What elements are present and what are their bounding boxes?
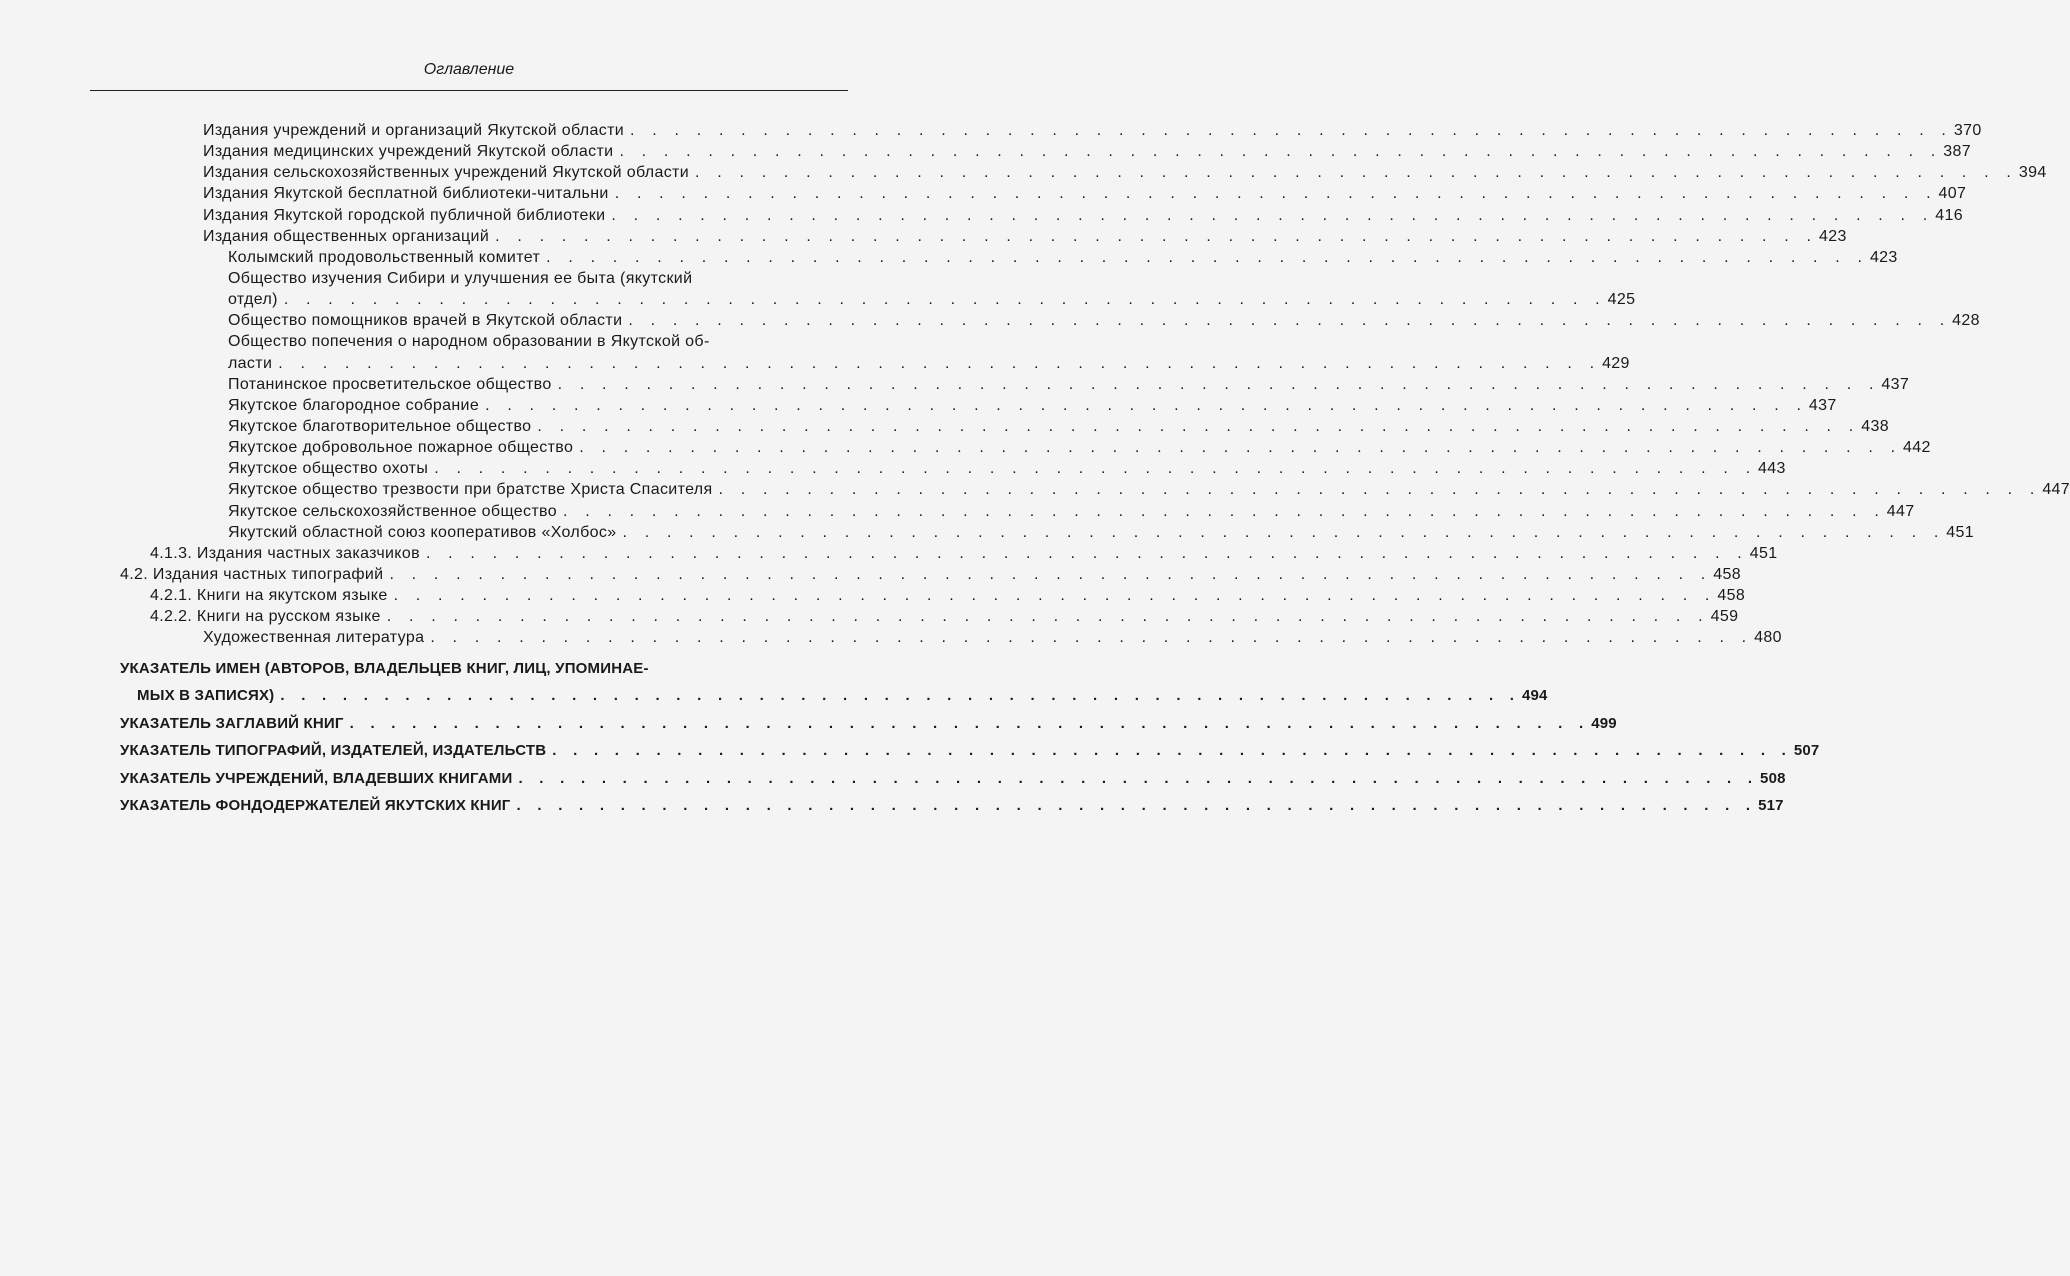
dot-leader: . . . . . . . . . . . . . . . . . . . . . . . . . . . . . . . . . . . . . . . . . . . . . . . . . . . . . . . . . . . . — [495, 227, 1811, 245]
toc-line — [0, 543, 1778, 564]
entry-title: Издания Якутской бесплатной библиотеки-читальни — [203, 185, 609, 203]
toc-line — [0, 585, 1746, 606]
toc-line — [0, 183, 1967, 204]
page-number: 458 — [1713, 565, 1741, 583]
index-entry[interactable] — [0, 655, 1548, 710]
toc-line — [0, 226, 1847, 247]
toc-entry[interactable] — [0, 162, 2047, 183]
toc-line — [0, 479, 2070, 500]
toc-entry[interactable] — [0, 395, 1837, 416]
toc-entry[interactable] — [0, 205, 1963, 226]
page-number: 425 — [1607, 291, 1636, 309]
dot-leader: . . . . . . . . . . . . . . . . . . . . . . . . . . . . . . . . . . . . . . . . . . . . . . . . . . . . . . . . . . . . — [562, 502, 1879, 520]
toc-entry[interactable] — [0, 268, 1636, 310]
entry-title: Якутское благородное собрание — [228, 396, 480, 414]
dot-leader: . . . . . . . . . . . . . . . . . . . . . . . . . . . . . . . . . . . . . . . . . . . . . . . . . . . . . . . . . . . . — [557, 375, 1874, 393]
page-number: 459 — [1710, 608, 1739, 626]
entry-title: Якутский областной союз кооперативов «Холбос» — [228, 523, 617, 541]
toc-line — [0, 331, 879, 352]
toc-line — [0, 437, 1931, 458]
toc-line — [0, 765, 1786, 793]
entry-title: Издания Якутской городской публичной библиотеки — [203, 206, 606, 224]
dot-leader: . . . . . . . . . . . . . . . . . . . . . . . . . . . . . . . . . . . . . . . . . . . . . . . . . . . . . . . . . . . . — [389, 565, 1706, 583]
entry-title: Якутское общество охоты — [228, 460, 429, 478]
page-number: 447 — [2042, 481, 2070, 499]
entry-title: Общество попечения о народном образовании в Якутской об- — [228, 333, 710, 351]
entry-title: УКАЗАТЕЛЬ ЗАГЛАВИЙ КНИГ — [120, 714, 344, 732]
page-number: 387 — [1943, 143, 1971, 161]
toc-line — [0, 289, 1636, 310]
dot-leader: . . . . . . . . . . . . . . . . . . . . . . . . . . . . . . . . . . . . . . . . . . . . . . . . . . . . . . . . . . . . — [425, 544, 1742, 562]
dot-leader: . . . . . . . . . . . . . . . . . . . . . . . . . . . . . . . . . . . . . . . . . . . . . . . . . . . . . . . . . . . . — [630, 122, 1946, 139]
entry-title: МЫХ В ЗАПИСЯХ) — [137, 687, 275, 705]
page-number: 394 — [2018, 164, 2047, 182]
toc-entry[interactable] — [0, 120, 1982, 141]
page-number: 407 — [1938, 185, 1967, 203]
entry-title: 4.2.1. Книги на якутском языке — [150, 587, 388, 605]
page-number: 437 — [1808, 396, 1837, 414]
dot-leader: . . . . . . . . . . . . . . . . . . . . . . . . . . . . . . . . . . . . . . . . . . . . . . . . . . . . . . . . . . . . — [614, 185, 1931, 203]
dot-leader: . . . . . . . . . . . . . . . . . . . . . . . . . . . . . . . . . . . . . . . . . . . . . . . . . . . . . . . . . . . . — [386, 608, 1703, 626]
toc-entry[interactable] — [0, 585, 1746, 606]
toc-entry[interactable] — [0, 247, 1898, 268]
toc-entry[interactable] — [0, 458, 1786, 479]
toc-entry[interactable] — [0, 416, 1889, 437]
page-number: 458 — [1717, 587, 1746, 605]
dot-leader: . . . . . . . . . . . . . . . . . . . . . . . . . . . . . . . . . . . . . . . . . . . . . . . . . . . . . . . . . . . . — [280, 687, 1514, 705]
entry-title: 4.2.2. Книги на русском языке — [150, 608, 381, 626]
toc-line — [0, 416, 1889, 437]
entry-title: УКАЗАТЕЛЬ ТИПОГРАФИЙ, ИЗДАТЕЛЕЙ, ИЗДАТЕЛЬСТВ — [120, 742, 547, 760]
toc-entry[interactable] — [0, 226, 1847, 247]
dot-leader: . . . . . . . . . . . . . . . . . . . . . . . . . . . . . . . . . . . . . . . . . . . . . . . . . . . . . . . . . . . . — [628, 312, 1945, 330]
index-entry[interactable] — [0, 737, 1820, 765]
page-number: 437 — [1881, 375, 1910, 393]
page-number: 494 — [1521, 687, 1548, 705]
page-number: 438 — [1861, 417, 1889, 435]
entry-title: Якутское добровольное пожарное общество — [228, 439, 574, 457]
dot-leader: . . . . . . . . . . . . . . . . . . . . . . . . . . . . . . . . . . . . . . . . . . . . . . . . . . . . . . . . . . . . — [695, 164, 2011, 182]
entry-title: Общество помощников врачей в Якутской области — [228, 312, 623, 330]
header-rule — [90, 90, 848, 91]
running-header: Оглавление — [423, 61, 515, 78]
dot-leader: . . . . . . . . . . . . . . . . . . . . . . . . . . . . . . . . . . . . . . . . . . . . . . . . . . . . . . . . . . . . — [349, 714, 1584, 732]
dot-leader: . . . . . . . . . . . . . . . . . . . . . . . . . . . . . . . . . . . . . . . . . . . . . . . . . . . . . . . . . . . . — [283, 291, 1600, 309]
toc-entry[interactable] — [0, 627, 1782, 648]
entry-title: Общество изучения Сибири и улучшения ее быта (якутский — [228, 269, 693, 287]
dot-leader: . . . . . . . . . . . . . . . . . . . . . . . . . . . . . . . . . . . . . . . . . . . . . . . . . . . . . . . . . . . . — [485, 396, 1801, 414]
dot-leader: . . . . . . . . . . . . . . . . . . . . . . . . . . . . . . . . . . . . . . . . . . . . . . . . . . . . . . . . . . . . — [393, 587, 1710, 605]
toc-entry[interactable] — [0, 183, 1967, 204]
page-number: 370 — [1953, 122, 1982, 139]
entry-title: 4.1.3. Издания частных заказчиков — [150, 544, 420, 562]
page-number: 428 — [1952, 312, 1980, 330]
toc-entry[interactable] — [0, 522, 1975, 543]
dot-leader: . . . . . . . . . . . . . . . . . . . . . . . . . . . . . . . . . . . . . . . . . . . . . . . . . . . . . . . . . . . . — [718, 481, 2035, 499]
toc-line — [0, 395, 1837, 416]
toc-line — [0, 564, 1741, 585]
entry-title: Издания общественных организаций — [203, 227, 490, 245]
index-entry[interactable] — [0, 765, 1786, 793]
page-number: 416 — [1935, 206, 1963, 224]
toc-line — [0, 522, 1975, 543]
toc-line — [0, 205, 1963, 226]
page-number: 451 — [1946, 523, 1975, 541]
toc-entry[interactable] — [0, 479, 2070, 500]
toc-line — [0, 737, 1820, 765]
page-number: 423 — [1869, 248, 1898, 266]
entry-title: Колымский продовольственный комитет — [228, 248, 541, 266]
entry-title: УКАЗАТЕЛЬ ФОНДОДЕРЖАТЕЛЕЙ ЯКУТСКИХ КНИГ — [120, 797, 511, 815]
entry-title: УКАЗАТЕЛЬ УЧРЕЖДЕНИЙ, ВЛАДЕВШИХ КНИГАМИ — [120, 769, 513, 787]
dot-leader: . . . . . . . . . . . . . . . . . . . . . . . . . . . . . . . . . . . . . . . . . . . . . . . . . . . . . . . . . . . . — [434, 460, 1751, 478]
entry-title: Потанинское просветительское общество — [228, 375, 552, 393]
dot-leader: . . . . . . . . . . . . . . . . . . . . . . . . . . . . . . . . . . . . . . . . . . . . . . . . . . . . . . . . . . . . — [518, 769, 1753, 787]
toc-entry[interactable] — [0, 543, 1778, 564]
entry-title: ласти — [228, 354, 273, 372]
dot-leader: . . . . . . . . . . . . . . . . . . . . . . . . . . . . . . . . . . . . . . . . . . . . . . . . . . . . . . . . . . . . — [552, 742, 1786, 760]
page-number: 442 — [1903, 439, 1931, 457]
toc-entry[interactable] — [0, 374, 1910, 395]
dot-leader: . . . . . . . . . . . . . . . . . . . . . . . . . . . . . . . . . . . . . . . . . . . . . . . . . . . . . . . . . . . . — [619, 143, 1936, 161]
toc-line — [0, 710, 1617, 738]
toc-entry[interactable] — [0, 310, 1980, 331]
toc-line — [0, 162, 2047, 183]
dot-leader: . . . . . . . . . . . . . . . . . . . . . . . . . . . . . . . . . . . . . . . . . . . . . . . . . . . . . . . . . . . . — [430, 629, 1747, 647]
toc-line — [0, 501, 1915, 522]
toc-line — [0, 606, 1739, 627]
toc-line — [0, 310, 1980, 331]
dot-leader: . . . . . . . . . . . . . . . . . . . . . . . . . . . . . . . . . . . . . . . . . . . . . . . . . . . . . . . . . . . . — [611, 206, 1928, 224]
toc-line — [0, 120, 1982, 141]
page-number: 517 — [1758, 797, 1784, 815]
entry-title: 4.2. Издания частных типографий — [120, 565, 384, 583]
toc-line — [0, 655, 879, 683]
entry-title: Якутское общество трезвости при братстве Христа Спасителя — [228, 481, 713, 499]
toc-entry[interactable] — [0, 331, 1630, 373]
toc-line — [0, 247, 1898, 268]
page-number: 480 — [1754, 629, 1782, 647]
toc-entry[interactable] — [0, 564, 1741, 585]
table-of-contents — [0, 120, 2070, 820]
page-number: 508 — [1760, 769, 1786, 787]
toc-line — [0, 141, 1971, 162]
dot-leader: . . . . . . . . . . . . . . . . . . . . . . . . . . . . . . . . . . . . . . . . . . . . . . . . . . . . . . . . . . . . — [622, 523, 1939, 541]
dot-leader: . . . . . . . . . . . . . . . . . . . . . . . . . . . . . . . . . . . . . . . . . . . . . . . . . . . . . . . . . . . . — [537, 417, 1854, 435]
toc-entry[interactable] — [0, 141, 1971, 162]
entry-title: Якутское благотворительное общество — [228, 417, 532, 435]
entry-title: Издания сельскохозяйственных учреждений Якутской области — [203, 164, 690, 182]
entry-title: Издания медицинских учреждений Якутской области — [203, 143, 614, 161]
entry-title: Издания учреждений и организаций Якутской области — [203, 122, 625, 139]
entry-title: Художественная литература — [203, 629, 425, 647]
index-entry[interactable] — [0, 710, 1617, 738]
dot-leader: . . . . . . . . . . . . . . . . . . . . . . . . . . . . . . . . . . . . . . . . . . . . . . . . . . . . . . . . . . . . — [546, 248, 1862, 266]
entry-title: отдел) — [228, 291, 278, 309]
entry-title: УКАЗАТЕЛЬ ИМЕН (АВТОРОВ, ВЛАДЕЛЬЦЕВ КНИГ, ЛИЦ, УПОМИНАЕ- — [120, 659, 649, 677]
toc-line — [0, 627, 1782, 648]
toc-entry[interactable] — [0, 437, 1931, 458]
toc-line — [0, 682, 1548, 710]
dot-leader: . . . . . . . . . . . . . . . . . . . . . . . . . . . . . . . . . . . . . . . . . . . . . . . . . . . . . . . . . . . . — [579, 439, 1896, 457]
index-entry[interactable] — [0, 792, 1784, 820]
toc-line — [0, 268, 879, 289]
page-number: 423 — [1818, 227, 1847, 245]
toc-line — [0, 374, 1910, 395]
page-number: 443 — [1758, 460, 1786, 478]
entry-title: Якутское сельскохозяйственное общество — [228, 502, 557, 520]
toc-line — [0, 353, 1630, 374]
page-number: 499 — [1591, 714, 1617, 732]
page-number: 451 — [1749, 544, 1778, 562]
page-number: 447 — [1886, 502, 1915, 520]
toc-line — [0, 458, 1786, 479]
dot-leader: . . . . . . . . . . . . . . . . . . . . . . . . . . . . . . . . . . . . . . . . . . . . . . . . . . . . . . . . . . . . — [278, 354, 1595, 372]
dot-leader: . . . . . . . . . . . . . . . . . . . . . . . . . . . . . . . . . . . . . . . . . . . . . . . . . . . . . . . . . . . . — [516, 797, 1751, 815]
page-number: 507 — [1793, 742, 1820, 760]
toc-entry[interactable] — [0, 501, 1915, 522]
toc-line — [0, 792, 1784, 820]
page-number: 429 — [1602, 354, 1630, 372]
toc-entry[interactable] — [0, 606, 1739, 627]
